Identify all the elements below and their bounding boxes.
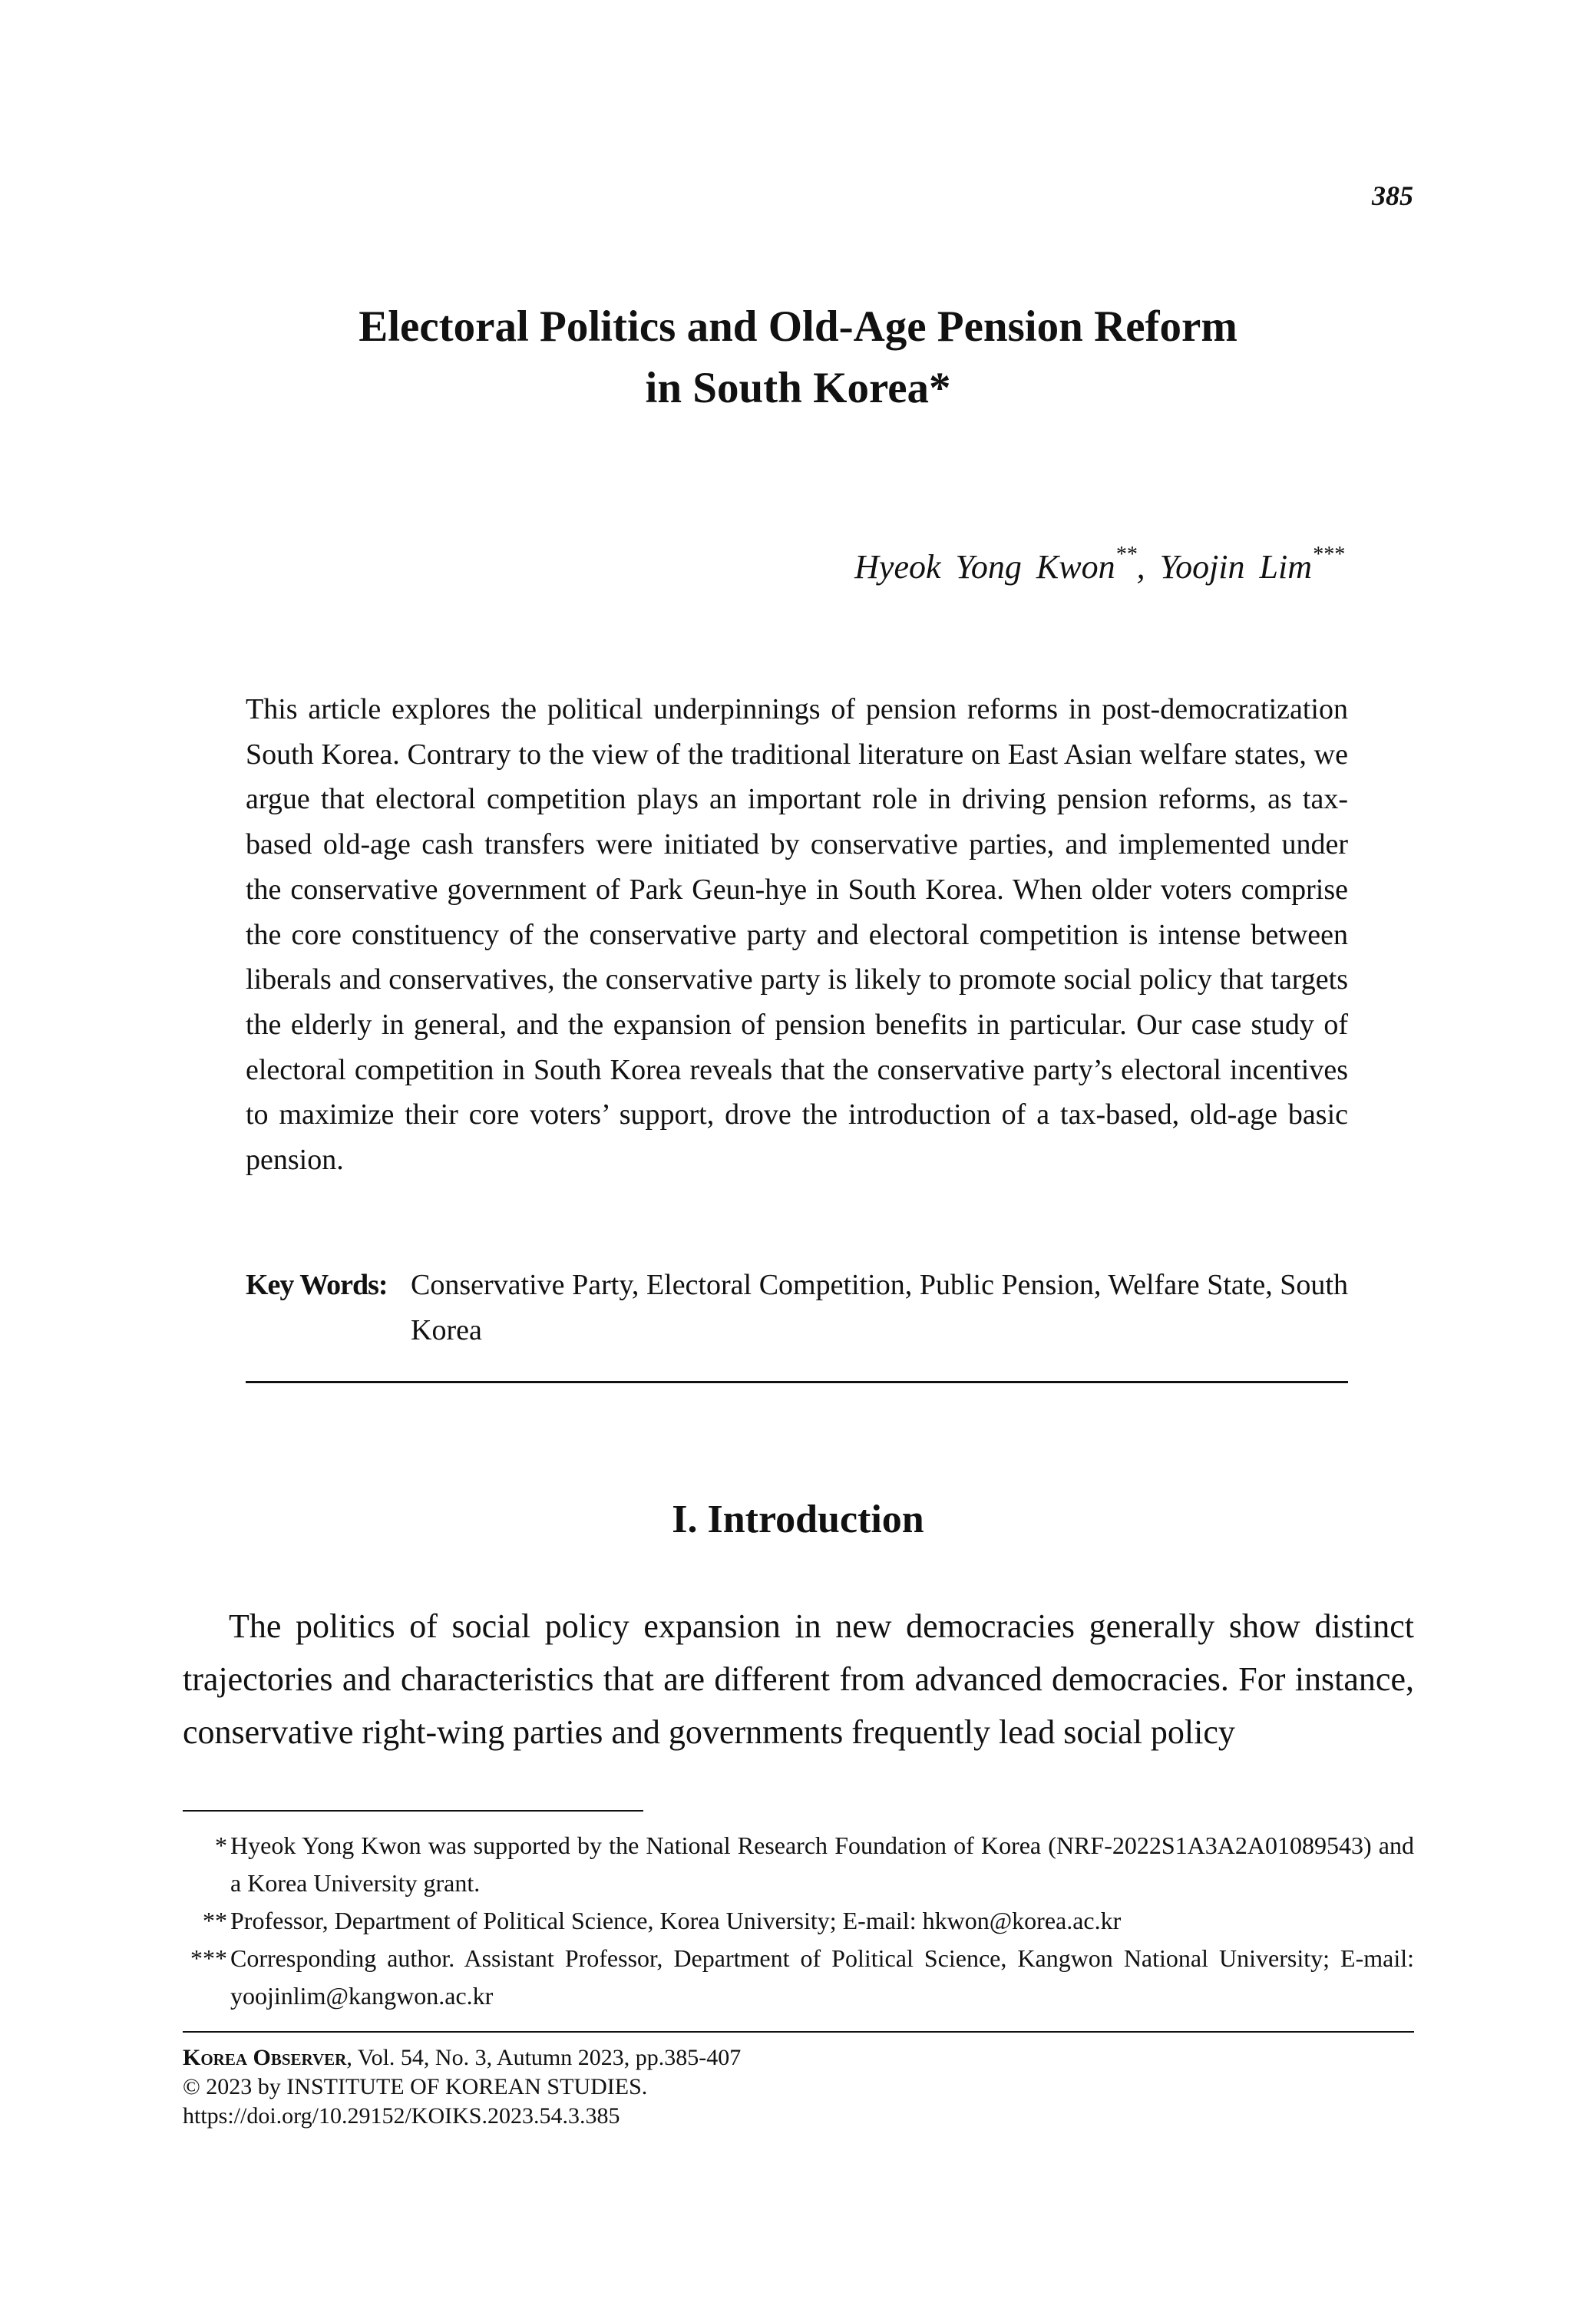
abstract-divider <box>246 1381 1348 1383</box>
footnote-1-text: Hyeok Yong Kwon was supported by the National Research Foundation of Korea (NRF-2022S1A3A2A01089543) and a Korea University grant. <box>230 1832 1414 1897</box>
keywords-label: Key Words: <box>246 1269 388 1301</box>
paper-title <box>0 296 1596 419</box>
footnote-2-text: Professor, Department of Political Science, Korea University; E-mail: hkwon@korea.ac.kr <box>230 1907 1122 1934</box>
title-line-2: in South Korea* <box>645 364 951 412</box>
author-2: Yoojin Lim <box>1159 548 1312 586</box>
author-2-footnote-mark: *** <box>1312 543 1344 566</box>
title-line-1: Electoral Politics and Old-Age Pension Reform <box>359 302 1237 351</box>
page-number: 385 <box>1372 180 1413 211</box>
body-paragraph: The politics of social policy expansion in new democracies generally show distinct trajectories and characteristics that are different from advanced democracies. For instance, conservative right-wing parties and governments frequently lead social policy <box>183 1607 1414 1751</box>
author-1: Hyeok Yong Kwon <box>854 548 1115 586</box>
footnote-2 <box>183 1902 1414 1940</box>
copyright: © 2023 by INSTITUTE OF KOREAN STUDIES. <box>183 2074 648 2099</box>
keywords-block <box>246 1263 1348 1353</box>
journal-footer <box>183 2043 741 2131</box>
author-1-footnote-mark: ** <box>1115 543 1137 566</box>
footnote-2-mark: ** <box>203 1907 227 1934</box>
footnote-1-mark: * <box>215 1832 227 1859</box>
footnote-1 <box>183 1827 1414 1902</box>
author-line <box>854 543 1344 586</box>
footnotes <box>183 1827 1414 2015</box>
journal-name: Korea Observer <box>183 2045 347 2070</box>
citation-details: , Vol. 54, No. 3, Autumn 2023, pp.385-407 <box>346 2045 742 2070</box>
keywords-text: Conservative Party, Electoral Competition, Public Pension, Welfare State, South Korea <box>411 1269 1348 1346</box>
section-heading: I. Introduction <box>672 1498 924 1541</box>
footnote-3-text: Corresponding author. Assistant Professor, Department of Political Science, Kangwon National University; E-mail: yoojinlim@kangwon.ac.kr <box>230 1944 1414 2010</box>
journal-citation <box>183 2043 741 2073</box>
footer-divider <box>183 2031 1414 2033</box>
footnote-3 <box>183 1940 1414 2015</box>
doi-link[interactable]: https://doi.org/10.29152/KOIKS.2023.54.3.385 <box>183 2103 620 2129</box>
abstract: This article explores the political underpinnings of pension reforms in post-democratization South Korea. Contrary to the view of the traditional literature on East Asian welfare states, we argue that electoral competition plays an important role in driving pension reforms, as tax-based old-age cash transfers were initiated by conservative parties, and implemented under the conservative government of Park Geun-hye in South Korea. When older voters comprise the core constituency of the conservative party and electoral competition is intense between liberals and conservatives, the conservative party is likely to promote social policy that targets the elderly in general, and the expansion of pension benefits in particular. Our case study of electoral competition in South Korea reveals that the conservative party’s electoral incentives to maximize their core voters’ support, drove the introduction of a tax-based, old-age basic pension. <box>246 693 1348 1177</box>
footnote-3-mark: *** <box>190 1944 227 1972</box>
body-text <box>183 1600 1414 1759</box>
footnote-divider <box>183 1810 643 1812</box>
author-separator: , <box>1136 548 1145 586</box>
